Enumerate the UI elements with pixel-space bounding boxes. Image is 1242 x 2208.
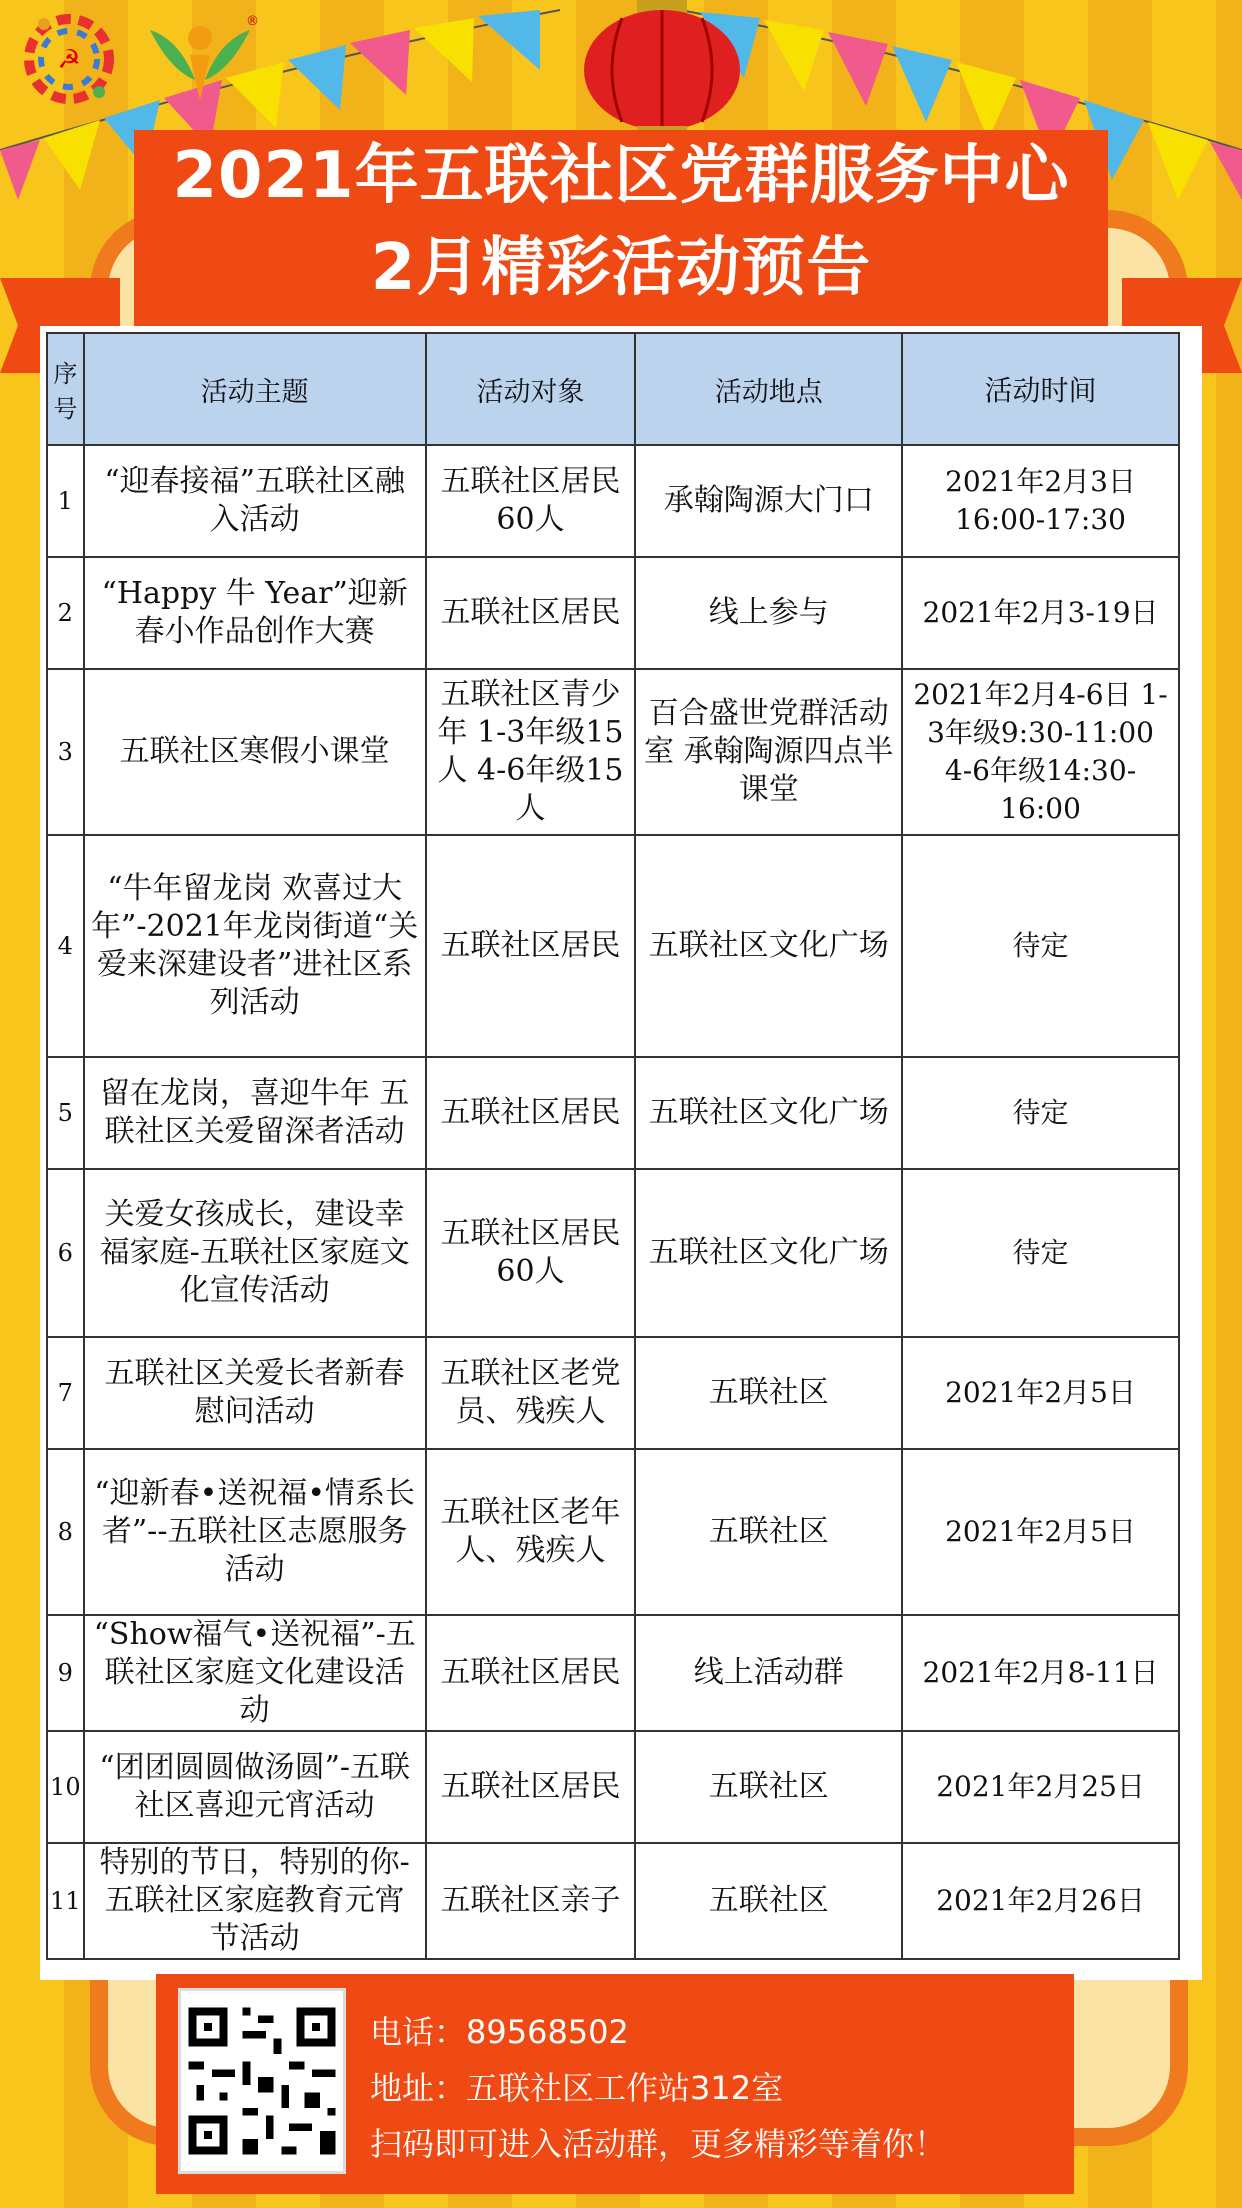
cell-target: 五联社区老党员、残疾人: [426, 1337, 636, 1449]
cell-place: 线上活动群: [635, 1615, 902, 1731]
cell-time: 待定: [902, 1169, 1179, 1337]
table-row: [47, 1731, 1179, 1843]
contact-info: [370, 2004, 946, 2172]
table-row: [47, 1449, 1179, 1615]
table-row: [47, 445, 1179, 557]
cell-place: 五联社区文化广场: [635, 1057, 902, 1169]
party-logo-icon: [14, 4, 124, 114]
qr-code-icon[interactable]: [178, 1988, 346, 2174]
cell-no: 7: [47, 1337, 84, 1449]
header-no: 序号: [47, 333, 84, 445]
cell-theme: 五联社区寒假小课堂: [84, 669, 426, 835]
cell-time: 2021年2月4-6日 1-3年级9:30-11:00 4-6年级14:30-16:00: [902, 669, 1179, 835]
cell-no: 1: [47, 445, 84, 557]
cell-time: 2021年2月5日: [902, 1449, 1179, 1615]
table-row: [47, 1843, 1179, 1959]
activity-table: [46, 332, 1180, 1960]
cell-theme: “Show福气•送祝福”-五联社区家庭文化建设活动: [84, 1615, 426, 1731]
community-logo-icon: [140, 10, 260, 105]
address-line: 地址：五联社区工作站312室: [370, 2069, 784, 2107]
title-line-1: 2021年五联社区党群服务中心: [172, 139, 1070, 213]
scan-hint-line: 扫码即可进入活动群，更多精彩等着你！: [370, 2125, 947, 2163]
table-row: [47, 1337, 1179, 1449]
header-place: 活动地点: [635, 333, 902, 445]
cell-target: 五联社区居民60人: [426, 445, 636, 557]
cell-theme: 留在龙岗，喜迎牛年 五联社区关爱留深者活动: [84, 1057, 426, 1169]
table-row: [47, 835, 1179, 1057]
table-header-row: [47, 333, 1179, 445]
cell-no: 11: [47, 1843, 84, 1959]
cell-theme: “Happy 牛 Year”迎新春小作品创作大赛: [84, 557, 426, 669]
cell-theme: 关爱女孩成长，建设幸福家庭-五联社区家庭文化宣传活动: [84, 1169, 426, 1337]
header-time: 活动时间: [902, 333, 1179, 445]
cell-theme: “团团圆圆做汤圆”-五联社区喜迎元宵活动: [84, 1731, 426, 1843]
cell-no: 9: [47, 1615, 84, 1731]
cell-target: 五联社区居民: [426, 1731, 636, 1843]
table-row: [47, 1169, 1179, 1337]
cell-time: 2021年2月25日: [902, 1731, 1179, 1843]
table-row: [47, 557, 1179, 669]
registered-mark: ®: [246, 14, 259, 29]
cell-no: 8: [47, 1449, 84, 1615]
cell-no: 4: [47, 835, 84, 1057]
table-row: [47, 1615, 1179, 1731]
cell-time: 2021年2月26日: [902, 1843, 1179, 1959]
header-theme: 活动主题: [84, 333, 426, 445]
svg-text:☭: ☭: [57, 45, 81, 75]
cell-target: 五联社区居民60人: [426, 1169, 636, 1337]
table-row: [47, 669, 1179, 835]
cell-place: 五联社区: [635, 1843, 902, 1959]
cell-place: 五联社区文化广场: [635, 1169, 902, 1337]
cell-no: 3: [47, 669, 84, 835]
table-row: [47, 1057, 1179, 1169]
cell-target: 五联社区居民: [426, 557, 636, 669]
contact-footer: [156, 1974, 1074, 2194]
phone-line: 电话：89568502: [370, 2013, 629, 2051]
title-line-2: 2月精彩活动预告: [370, 231, 872, 305]
cell-time: 2021年2月5日: [902, 1337, 1179, 1449]
cell-time: 2021年2月3日 16:00-17:30: [902, 445, 1179, 557]
cell-theme: 五联社区关爱长者新春慰问活动: [84, 1337, 426, 1449]
cell-theme: “迎新春•送祝福•情系长者”--五联社区志愿服务活动: [84, 1449, 426, 1615]
cell-time: 2021年2月8-11日: [902, 1615, 1179, 1731]
cell-place: 承翰陶源大门口: [635, 445, 902, 557]
cell-time: 待定: [902, 1057, 1179, 1169]
cell-place: 五联社区: [635, 1731, 902, 1843]
cell-place: 线上参与: [635, 557, 902, 669]
cell-place: 百合盛世党群活动室 承翰陶源四点半课堂: [635, 669, 902, 835]
cell-place: 五联社区: [635, 1449, 902, 1615]
cell-place: 五联社区文化广场: [635, 835, 902, 1057]
cell-no: 10: [47, 1731, 84, 1843]
cell-target: 五联社区居民: [426, 1615, 636, 1731]
cell-no: 5: [47, 1057, 84, 1169]
cell-target: 五联社区青少年 1-3年级15人 4-6年级15人: [426, 669, 636, 835]
cell-no: 6: [47, 1169, 84, 1337]
activity-table-container: [40, 326, 1202, 1980]
cell-target: 五联社区亲子: [426, 1843, 636, 1959]
cell-target: 五联社区居民: [426, 835, 636, 1057]
cell-theme: 特别的节日，特别的你-五联社区家庭教育元宵节活动: [84, 1843, 426, 1959]
cell-target: 五联社区居民: [426, 1057, 636, 1169]
header-target: 活动对象: [426, 333, 636, 445]
cell-theme: “牛年留龙岗 欢喜过大年”-2021年龙岗街道“关爱来深建设者”进社区系列活动: [84, 835, 426, 1057]
title-banner: [134, 130, 1108, 330]
cell-time: 待定: [902, 835, 1179, 1057]
cell-place: 五联社区: [635, 1337, 902, 1449]
cell-time: 2021年2月3-19日: [902, 557, 1179, 669]
cell-target: 五联社区老年人、残疾人: [426, 1449, 636, 1615]
cell-theme: “迎春接福”五联社区融入活动: [84, 445, 426, 557]
cell-no: 2: [47, 557, 84, 669]
